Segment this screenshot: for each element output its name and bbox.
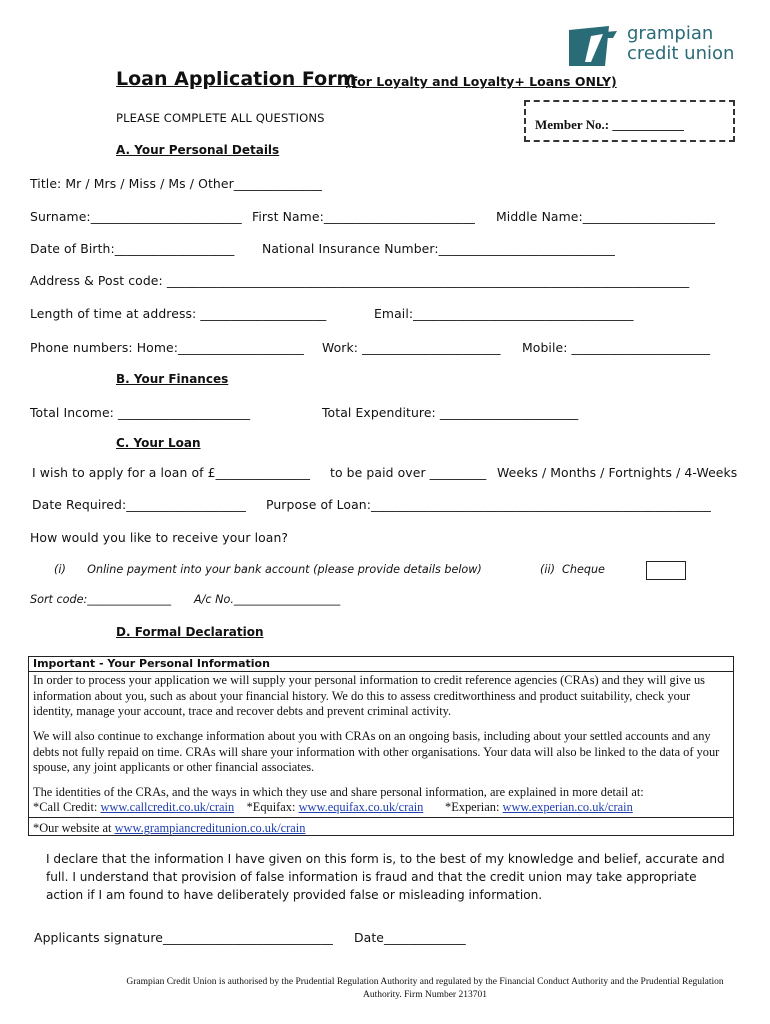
- signature-field[interactable]: Applicants signature___________________________: [34, 930, 333, 945]
- dob-field[interactable]: Date of Birth:___________________: [30, 241, 235, 256]
- phone-work-field[interactable]: Work: ______________________: [322, 340, 501, 355]
- personal-info-header: [29, 657, 733, 672]
- declaration-text: I declare that the information I have given on this form is, to the best of my knowledge and belief, accurate and full. I understand that provision of false information is fraud and that the credit union may take appropriate action if I am found to have deliberately provided false or misleading information.: [46, 852, 725, 902]
- instruction-text: PLEASE COMPLETE ALL QUESTIONS: [116, 111, 325, 125]
- equifax-label: *Equifax:: [246, 800, 296, 814]
- website-row: [33, 821, 305, 835]
- section-b-heading: B. Your Finances: [116, 372, 229, 386]
- logo-line1: grampian: [627, 23, 714, 44]
- ni-number-field[interactable]: National Insurance Number:____________________________: [262, 241, 615, 256]
- middle-name-field[interactable]: Middle Name:_____________________: [496, 209, 715, 224]
- callcredit-label: *Call Credit:: [33, 800, 98, 814]
- website-label: *Our website at: [33, 821, 112, 835]
- logo-icon: [569, 26, 617, 66]
- experian-label: *Experian:: [445, 800, 500, 814]
- form-subtitle: (for Loyalty and Loyalty+ Loans ONLY): [346, 74, 617, 89]
- first-name-field[interactable]: First Name:________________________: [252, 209, 475, 224]
- logo-line2: credit union: [627, 43, 735, 64]
- receive-loan-question: How would you like to receive your loan?: [30, 530, 289, 545]
- option-online-payment: (i) Online payment into your bank account (please provide details below): [54, 563, 482, 576]
- section-a-heading: A. Your Personal Details: [116, 143, 280, 157]
- loan-purpose-field[interactable]: Purpose of Loan:______________________________________________________: [266, 497, 711, 512]
- sort-code-field[interactable]: Sort code:_______________: [30, 593, 172, 606]
- length-at-address-field[interactable]: Length of time at address: ____________________: [30, 306, 327, 321]
- phone-mobile-field[interactable]: Mobile: ______________________: [522, 340, 711, 355]
- info-box-divider: [29, 817, 733, 818]
- cra-paragraph-2: We will also continue to exchange information about you with CRAs on an ongoing basis, including about your settled accounts and any debts not fully repaid on time. CRAs will share your information with other organisations. Your data will also be linked to the data of your spouse, any joint applicants or other financial associates.: [33, 729, 720, 774]
- surname-field[interactable]: Surname:________________________: [30, 209, 242, 224]
- experian-link[interactable]: www.experian.co.uk/crain: [502, 800, 633, 814]
- footer-text: Grampian Credit Union is authorised by the Prudential Regulation Authority and regulated by the Financial Conduct Authority and the Prudential Regulation Authority. Firm Number 213701: [126, 977, 724, 1000]
- cra-paragraph-3: The identities of the CRAs, and the ways in which they use and share personal information, are explained in more detail at:: [33, 785, 644, 799]
- email-field[interactable]: Email:___________________________________: [374, 306, 634, 321]
- cra-links-row: [33, 800, 633, 815]
- loan-amount-field[interactable]: I wish to apply for a loan of £_______________: [32, 465, 311, 480]
- cheque-checkbox[interactable]: [646, 561, 686, 580]
- section-d-heading: D. Formal Declaration: [116, 625, 264, 639]
- personal-info-heading: Important - Your Personal Information: [33, 657, 270, 670]
- callcredit-link[interactable]: www.callcredit.co.uk/crain: [100, 800, 235, 814]
- total-expenditure-field[interactable]: Total Expenditure: ______________________: [322, 405, 579, 420]
- section-c-heading: C. Your Loan: [116, 436, 201, 450]
- member-number-field[interactable]: Member No.: ___________: [535, 117, 684, 132]
- signature-date-field[interactable]: Date_____________: [354, 930, 466, 945]
- period-options-text[interactable]: Weeks / Months / Fortnights / 4-Weeks: [497, 465, 738, 480]
- address-field[interactable]: Address & Post code: ___________________________________________________________________________________: [30, 273, 690, 288]
- equifax-link[interactable]: www.equifax.co.uk/crain: [298, 800, 424, 814]
- website-link[interactable]: www.grampiancreditunion.co.uk/crain: [114, 821, 306, 835]
- account-number-field[interactable]: A/c No.___________________: [194, 593, 341, 606]
- title-field[interactable]: Title: Mr / Mrs / Miss / Ms / Other______________: [30, 176, 322, 191]
- total-income-field[interactable]: Total Income: _____________________: [30, 405, 251, 420]
- option-cheque: (ii) Cheque: [540, 563, 605, 576]
- form-title: Loan Application Form: [116, 68, 357, 90]
- logo-text: [627, 24, 734, 64]
- cra-paragraph-1: In order to process your application we will supply your personal information to credit reference agencies (CRAs) and they will give us information about you, such as about your financial history. We do this to assess creditworthiness and product suitability, check your identity, manage your account, trace and recover debts and prevent criminal activity.: [33, 673, 705, 718]
- repayment-period-field[interactable]: to be paid over _________: [330, 465, 487, 480]
- phone-home-field[interactable]: Phone numbers: Home:____________________: [30, 340, 304, 355]
- date-required-field[interactable]: Date Required:___________________: [32, 497, 246, 512]
